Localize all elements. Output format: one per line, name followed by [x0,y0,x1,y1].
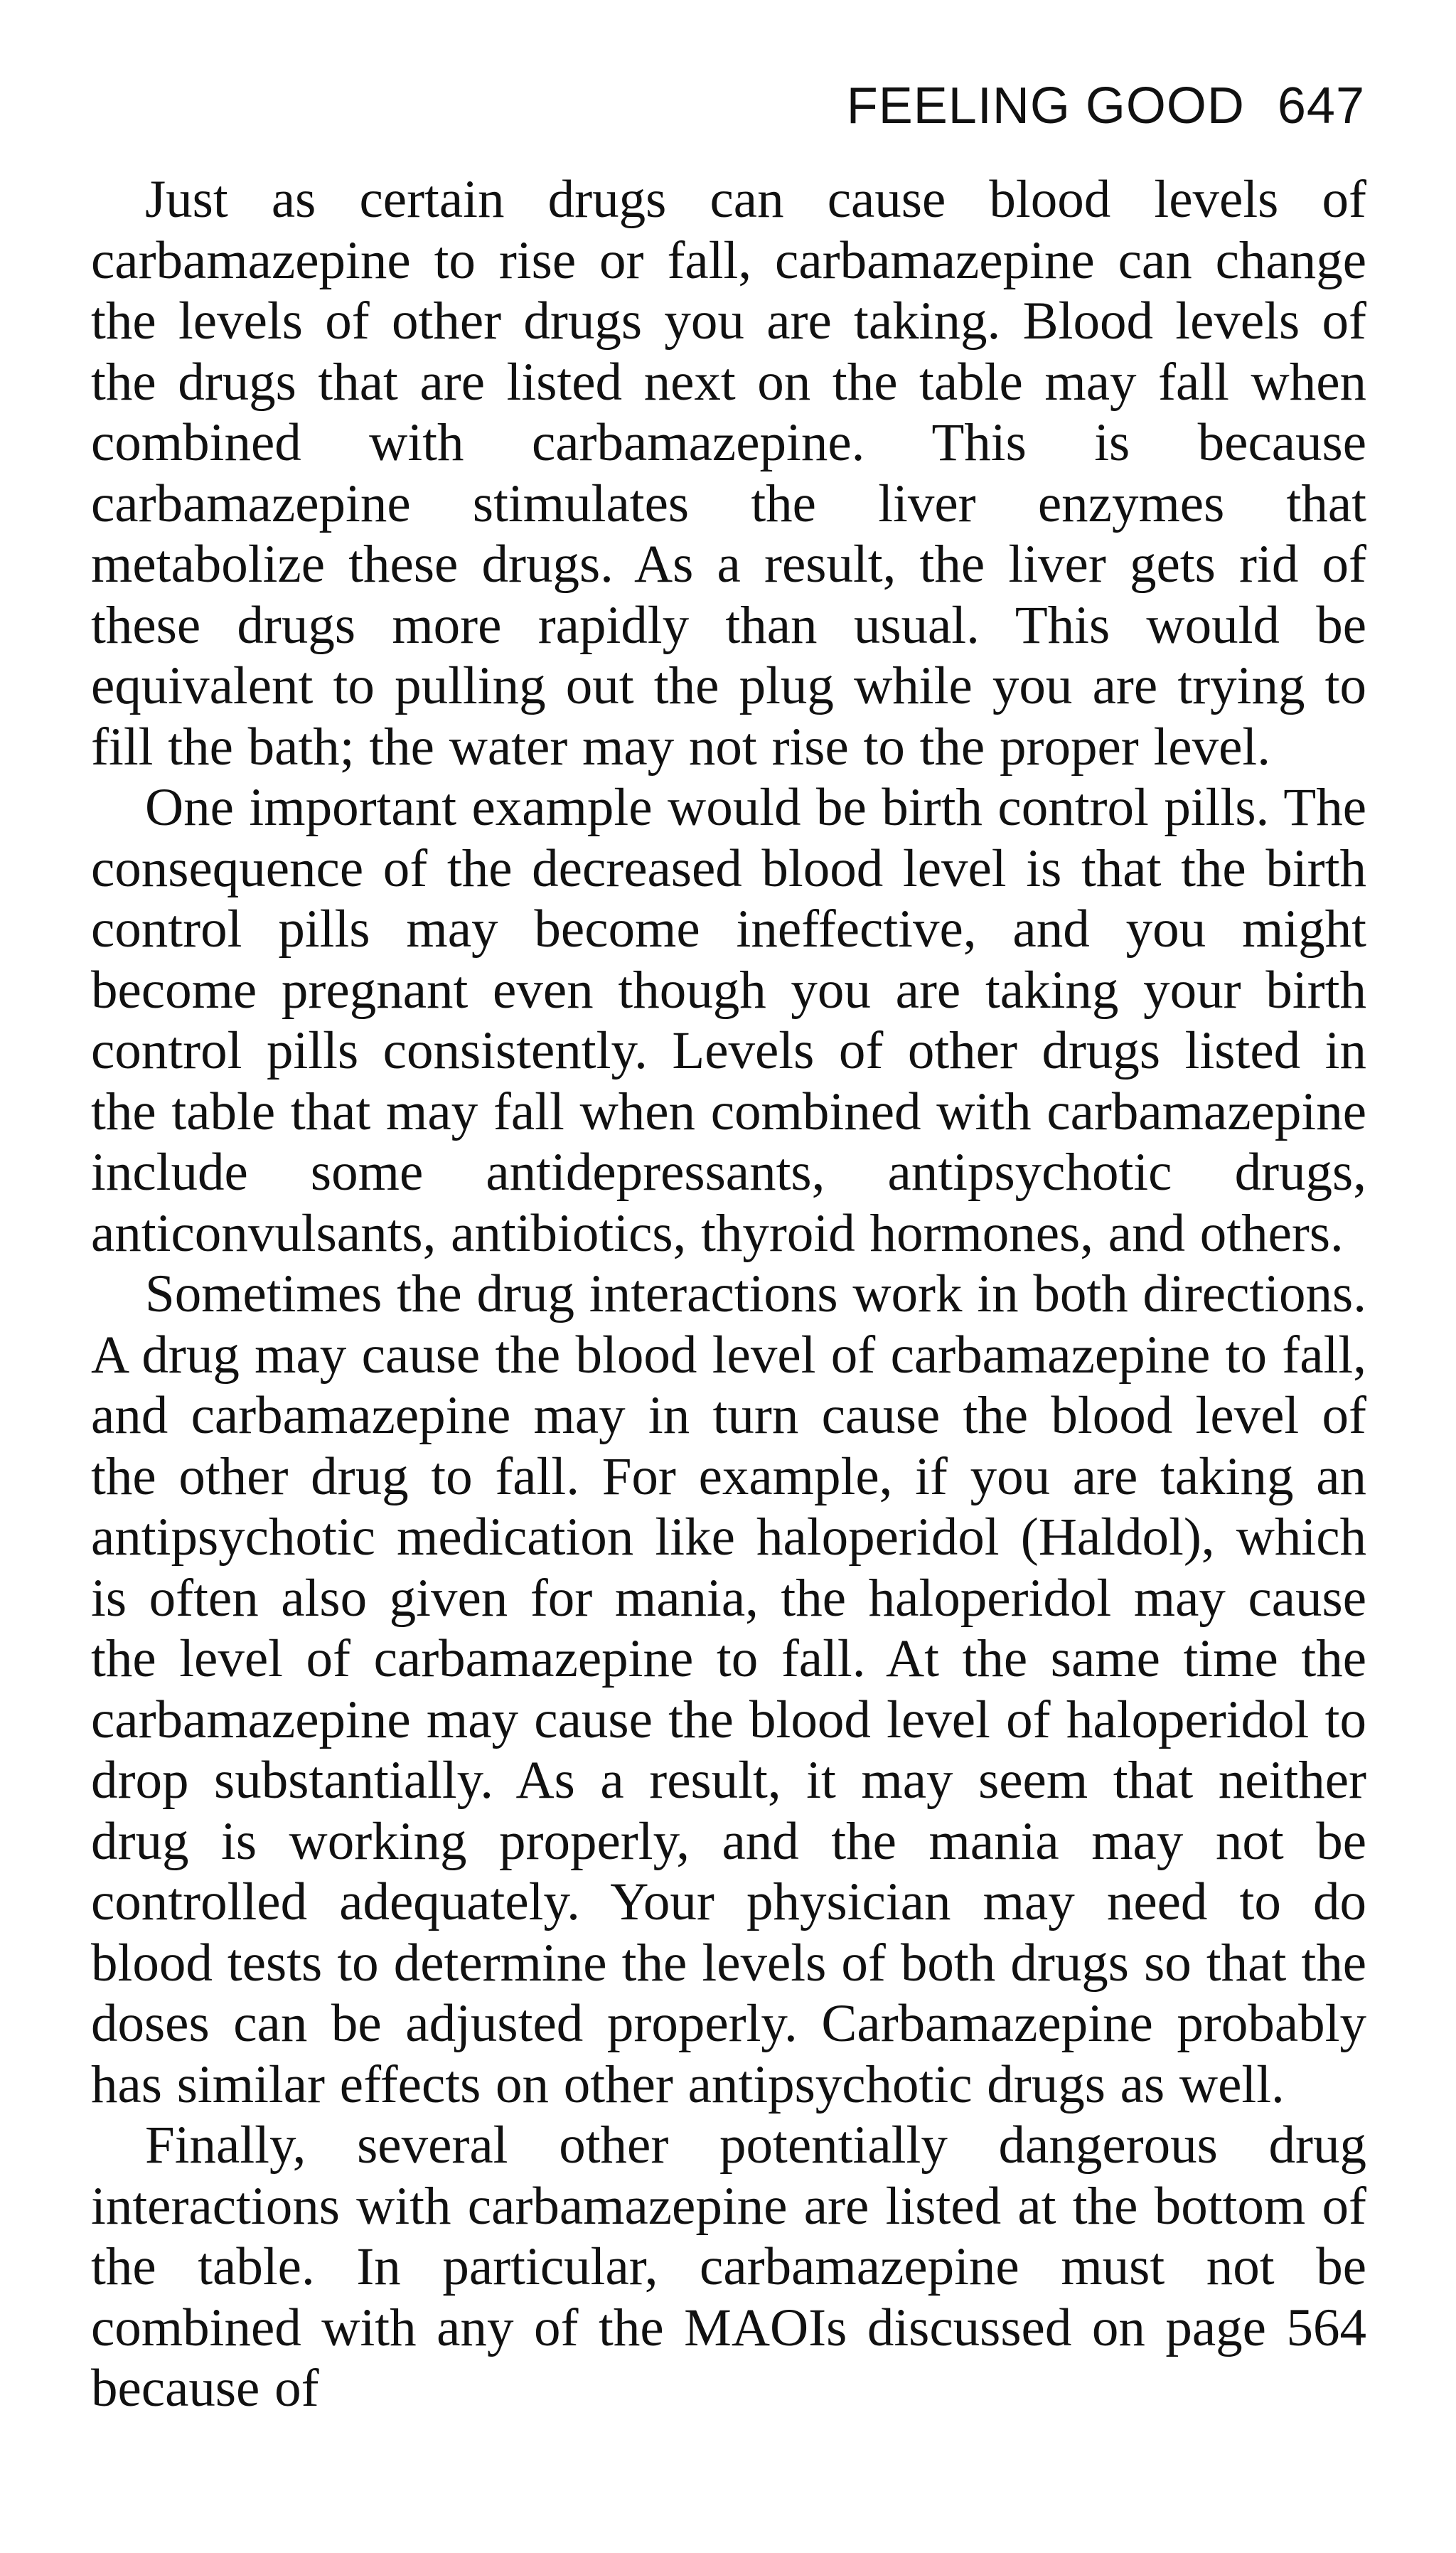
book-title: FEELING GOOD [846,78,1245,134]
running-head [847,77,1365,135]
paragraph: One important example would be birth control pills. The consequence of the decreased blood level is that the birth control pills may become ineffective, and you might become pregnant even though you are taking your birth control pills consistently. Levels of other drugs listed in the table that may fall when combined with carbamazepine include some antidepressants, antipsychotic drugs, anticonvulsants, antibiotics, thyroid hormones, and others. [91,778,1366,1263]
paragraph: Finally, several other potentially dangerous drug interactions with carbamazepine are listed at the bottom of the table. In particular, carbamazepine must not be combined with any of the MAOIs discussed on page 564 because of [91,2116,1366,2418]
page-number: 647 [1277,78,1365,134]
body-text [91,169,1366,2419]
paragraph: Just as certain drugs can cause blood levels of carbamazepine to rise or fall, carbamazepine can change the levels of other drugs you are taking. Blood levels of the drugs that are listed next on the table may fall when combined with carbamazepine. This is because carbamazepine stimulates the liver enzymes that metabolize these drugs. As a result, the liver gets rid of these drugs more rapidly than usual. This would be equivalent to pulling out the plug while you are trying to fill the bath; the water may not rise to the proper level. [91,170,1366,777]
paragraph: Sometimes the drug interactions work in both directions. A drug may cause the blood level of carbamazepine to fall, and carbamazepine may in turn cause the blood level of the other drug to fall. For example, if you are taking an antipsychotic medication like haloperidol (Haldol), which is often also given for mania, the haloperidol may cause the level of carbamazepine to fall. At the same time the carbamazepine may cause the blood level of haloperidol to drop substantially. As a result, it may seem that neither drug is working properly, and the mania may not be controlled adequately. Your physician may need to do blood tests to determine the levels of both drugs so that the doses can be adjusted properly. Carbamazepine probably has similar effects on other antipsychotic drugs as well. [91,1264,1366,2114]
